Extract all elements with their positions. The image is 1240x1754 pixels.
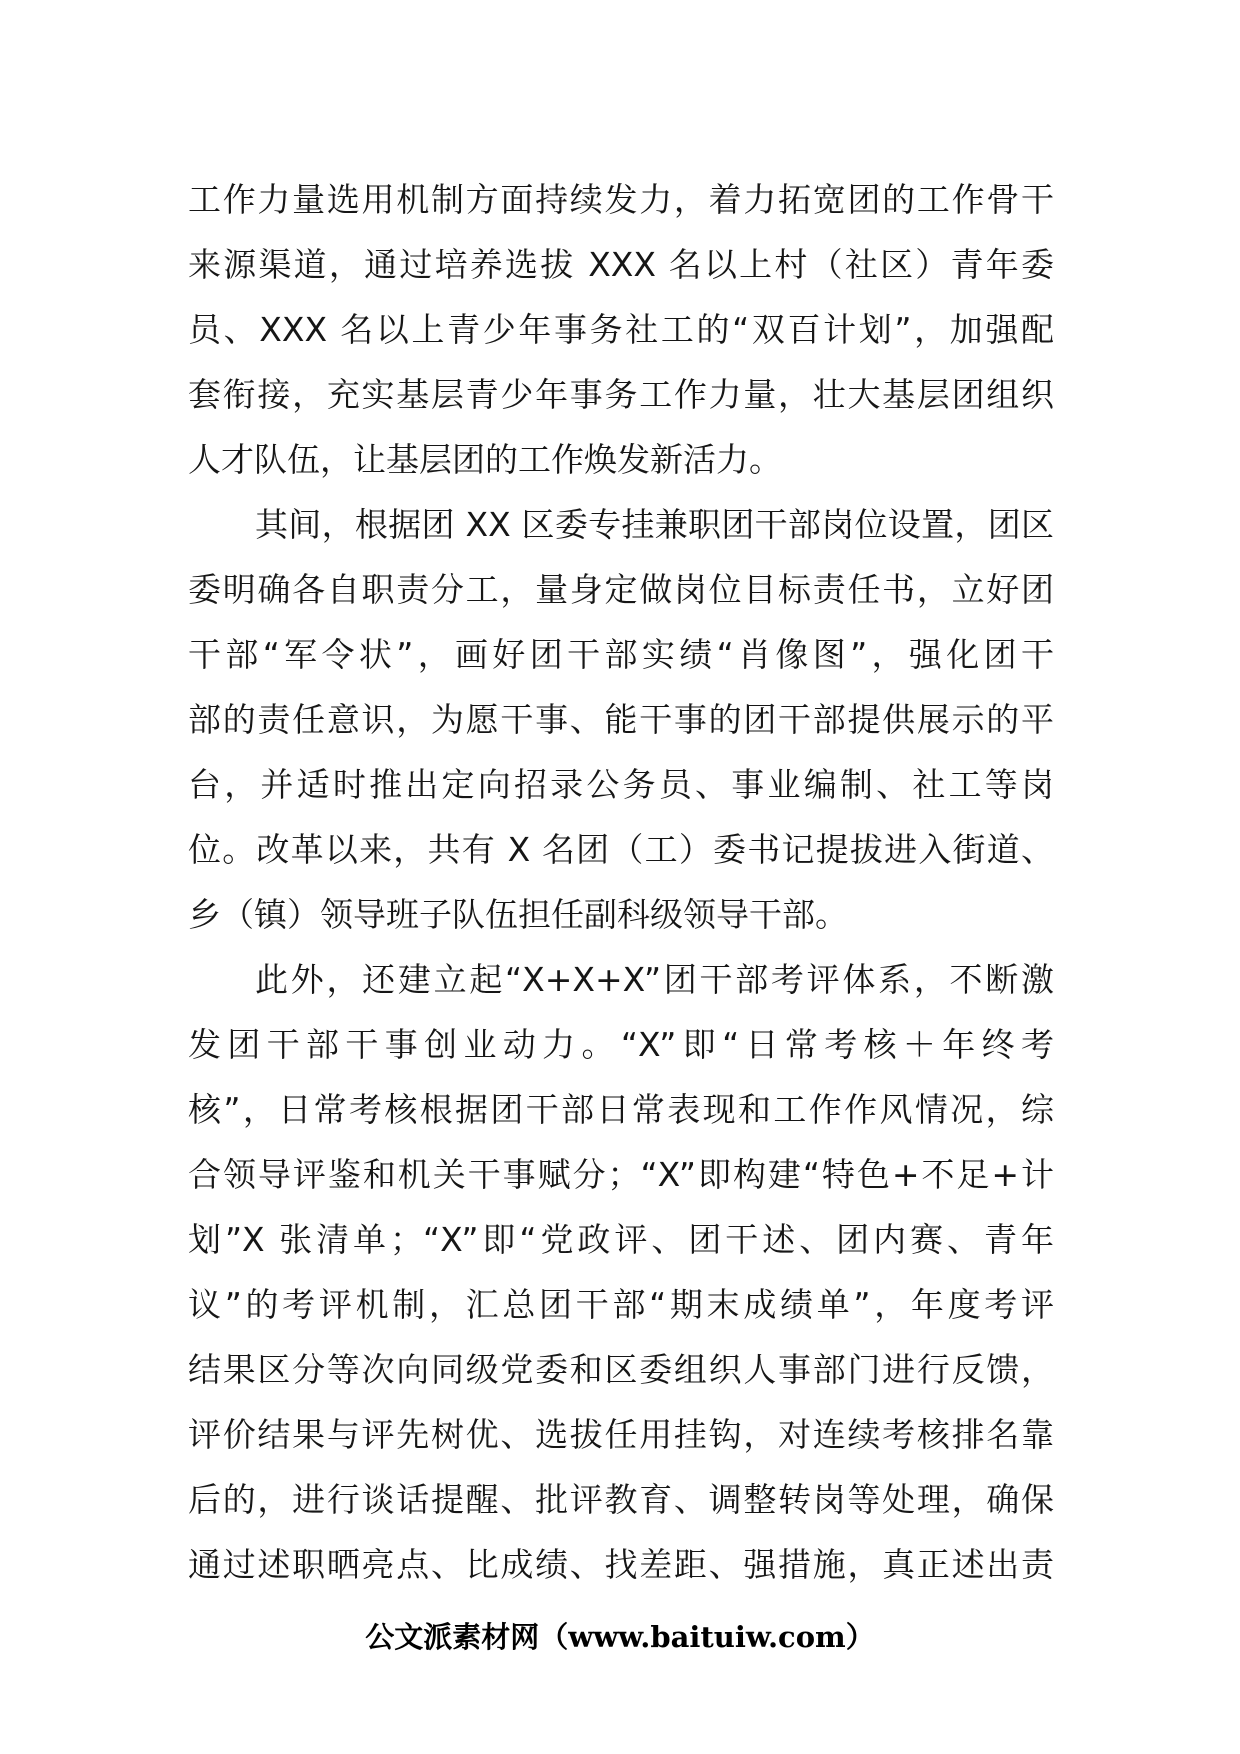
text-line: 评价结果与评先树优、选拔任用挂钩，对连续考核排名靠 — [188, 1415, 1054, 1454]
text-line: 人才队伍，让基层团的工作焕发新活力。 — [188, 440, 782, 479]
text-line: 干部“军令状”，画好团干部实绩“肖像图”，强化团干 — [188, 635, 1054, 674]
text-line: 委明确各自职责分工，量身定做岗位目标责任书，立好团 — [188, 570, 1054, 609]
text-line: 其间，根据团 XX 区委专挂兼职团干部岗位设置，团区 — [255, 505, 1054, 544]
paragraph — [188, 167, 1054, 492]
text-line: 员、XXX 名以上青少年事务社工的“双百计划”，加强配 — [188, 310, 1054, 349]
text-line: 核”，日常考核根据团干部日常表现和工作作风情况，综 — [188, 1090, 1054, 1129]
text-line: 位。改革以来，共有 X 名团（工）委书记提拔进入街道、 — [188, 830, 1054, 869]
text-line: 套衔接，充实基层青少年事务工作力量，壮大基层团组织 — [188, 375, 1054, 414]
text-line: 此外，还建立起“X+X+X”团干部考评体系，不断激 — [255, 960, 1054, 999]
text-line: 发团干部干事创业动力。“X”即“日常考核＋年终考 — [188, 1025, 1054, 1064]
text-line: 划”X 张清单；“X”即“党政评、团干述、团内赛、青年 — [188, 1220, 1054, 1259]
text-line: 议”的考评机制，汇总团干部“期末成绩单”，年度考评 — [188, 1285, 1054, 1324]
text-line: 合领导评鉴和机关干事赋分；“X”即构建“特色+不足+计 — [188, 1155, 1054, 1194]
text-line: 来源渠道，通过培养选拔 XXX 名以上村（社区）青年委 — [188, 245, 1054, 284]
text-line: 工作力量选用机制方面持续发力，着力拓宽团的工作骨干 — [188, 180, 1054, 219]
footer-watermark: 公文派素材网（www.baituiw.com） — [365, 1620, 875, 1654]
text-line: 部的责任意识，为愿干事、能干事的团干部提供展示的平 — [188, 700, 1054, 739]
paragraph — [188, 492, 1054, 947]
document-body — [188, 167, 1054, 1597]
text-line: 乡（镇）领导班子队伍担任副科级领导干部。 — [188, 895, 848, 934]
text-line: 台，并适时推出定向招录公务员、事业编制、社工等岗 — [188, 765, 1054, 804]
paragraph — [188, 947, 1054, 1597]
text-line: 通过述职晒亮点、比成绩、找差距、强措施，真正述出责 — [188, 1545, 1054, 1584]
text-line: 后的，进行谈话提醒、批评教育、调整转岗等处理，确保 — [188, 1480, 1054, 1519]
text-line: 结果区分等次向同级党委和区委组织人事部门进行反馈， — [188, 1350, 1054, 1389]
